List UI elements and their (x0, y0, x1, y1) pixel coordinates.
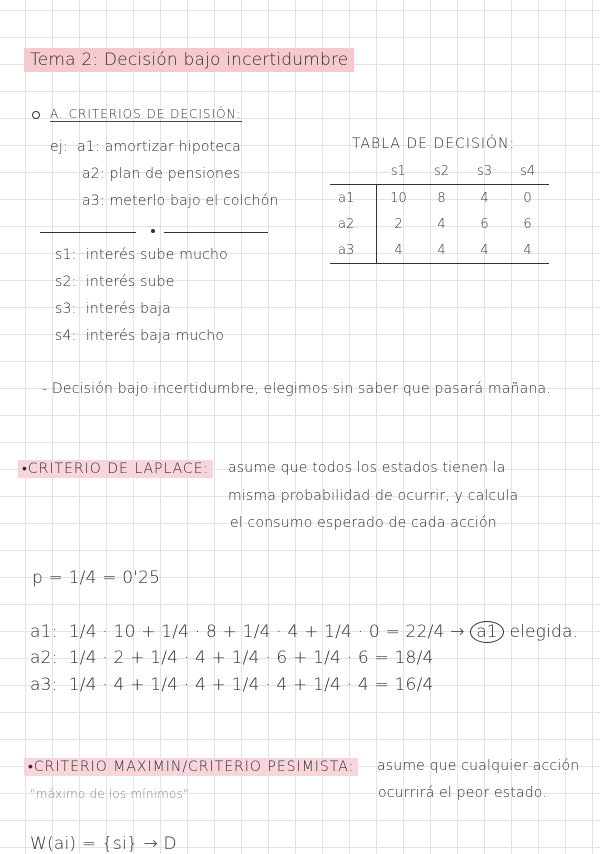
laplace-heading: •CRITERIO DE LAPLACE: (18, 460, 213, 477)
note-text: - Decisión bajo incertidumbre, elegimos sin saber que pasará mañana. (42, 381, 551, 397)
decision-table (330, 158, 549, 264)
maximin-line2: ocurrirá el peor estado. (378, 785, 547, 801)
table-cell: 8 (437, 190, 446, 206)
page-title: Tema 2: Decisión bajo incertidumbre (24, 50, 354, 70)
table-col-header: s4 (506, 158, 549, 185)
table-row (330, 211, 549, 237)
table-title: TABLA DE DECISIÓN: (352, 136, 516, 152)
laplace-line1: asume que todos los estados tienen la (228, 460, 506, 476)
table-cell: 2 (394, 216, 403, 232)
table-cell: 0 (523, 190, 532, 206)
maximin-formula: W(ai) = {si} → D (30, 834, 177, 854)
laplace-line3: el consumo esperado de cada acción (230, 515, 497, 531)
chosen-action-circle: a1 (470, 621, 504, 643)
state-s1: s1: interés sube mucho (55, 247, 228, 263)
maximin-line1: asume que cualquier acción (377, 758, 580, 774)
probability-value: p = 1/4 = 0'25 (32, 568, 161, 588)
laplace-line2: misma probabilidad de ocurrir, y calcula (228, 488, 519, 504)
example-a1: ej: a1: amortizar hipoteca (50, 139, 241, 155)
table-col-header: s1 (377, 158, 421, 185)
equation-a1: a1: 1/4 · 10 + 1/4 · 8 + 1/4 · 4 + 1/4 · 0 = 22/4 → a1 elegida. (30, 622, 579, 642)
table-row-label: a1 (330, 185, 377, 212)
section-a-heading: A. CRITERIOS DE DECISIÓN: (32, 107, 242, 121)
table-cell: 4 (506, 237, 549, 264)
equation-a2: a2: 1/4 · 2 + 1/4 · 4 + 1/4 · 6 + 1/4 · 6 = 18/4 (30, 648, 434, 668)
divider-dot (151, 229, 155, 233)
table-cell: 10 (390, 190, 407, 206)
table-col-header: s3 (463, 158, 506, 185)
state-s2: s2: interés sube (55, 274, 175, 290)
table-cell: 4 (437, 216, 446, 232)
table-cell: 4 (463, 237, 506, 264)
table-cell: 4 (480, 190, 489, 206)
divider-right (164, 232, 268, 233)
table-cell: 4 (377, 237, 421, 264)
table-header-row (330, 158, 549, 185)
table-row-label: a3 (330, 237, 377, 264)
table-cell: 6 (523, 216, 532, 232)
table-cell: 6 (480, 216, 489, 232)
example-a3: a3: meterlo bajo el colchón (82, 193, 279, 209)
table-corner (330, 158, 377, 185)
maximin-subtitle: "máximo de los mínimos" (30, 787, 189, 801)
table-row-label: a2 (330, 211, 377, 237)
maximin-heading: •CRITERIO MAXIMIN/CRITERIO PESIMISTA: (24, 758, 358, 775)
table-row (330, 237, 549, 264)
divider-left (40, 232, 136, 233)
example-a2: a2: plan de pensiones (82, 166, 241, 182)
equation-a3: a3: 1/4 · 4 + 1/4 · 4 + 1/4 · 4 + 1/4 · 4 = 16/4 (30, 675, 434, 695)
table-cell: 4 (420, 237, 463, 264)
state-s3: s3: interés baja (55, 301, 171, 317)
bullet-circle-icon (32, 111, 40, 119)
state-s4: s4: interés baja mucho (55, 328, 225, 344)
table-row (330, 185, 549, 212)
table-col-header: s2 (420, 158, 463, 185)
